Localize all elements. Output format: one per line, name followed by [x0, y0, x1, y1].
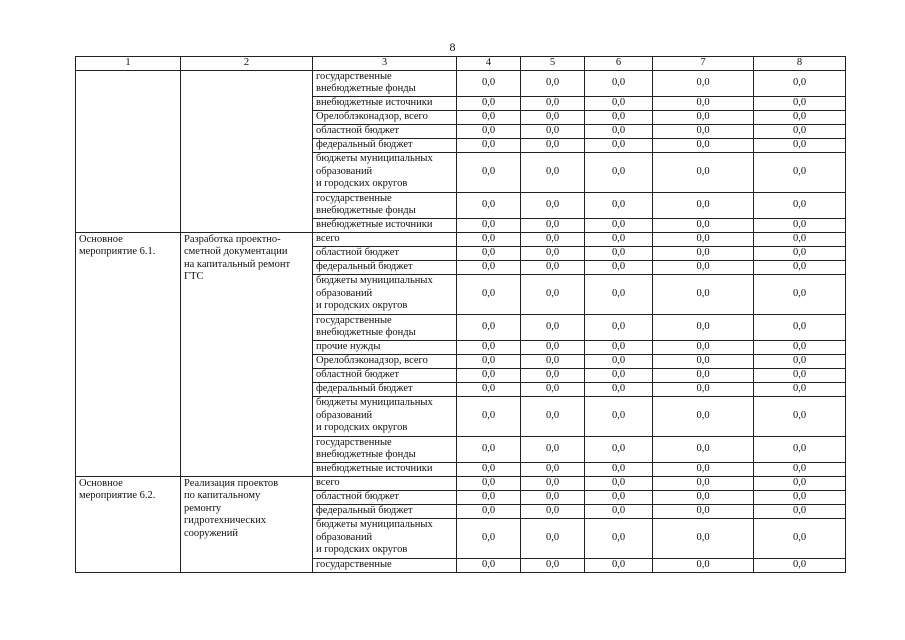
- value-cell: 0,0: [653, 436, 754, 462]
- funding-source-cell: бюджеты муниципальных образований и городских округов: [313, 396, 457, 436]
- activity-description-cell: [181, 70, 313, 232]
- funding-source-cell: федеральный бюджет: [313, 382, 457, 396]
- page-number: 8: [449, 40, 456, 54]
- activity-description-cell: Разработка проектно- сметной документации на капитальный ремонт ГТС: [181, 232, 313, 476]
- value-cell: 0,0: [585, 368, 653, 382]
- value-cell: 0,0: [457, 340, 521, 354]
- value-cell: 0,0: [457, 382, 521, 396]
- value-cell: 0,0: [754, 354, 846, 368]
- value-cell: 0,0: [585, 558, 653, 572]
- value-cell: 0,0: [653, 368, 754, 382]
- value-cell: 0,0: [521, 260, 585, 274]
- value-cell: 0,0: [521, 218, 585, 232]
- value-cell: 0,0: [521, 340, 585, 354]
- value-cell: 0,0: [521, 476, 585, 490]
- table-row: [76, 476, 846, 490]
- funding-source-cell: государственные внебюджетные фонды: [313, 70, 457, 96]
- value-cell: 0,0: [653, 396, 754, 436]
- value-cell: 0,0: [653, 476, 754, 490]
- column-number-3: 3: [313, 57, 457, 71]
- value-cell: 0,0: [457, 354, 521, 368]
- value-cell: 0,0: [754, 436, 846, 462]
- value-cell: 0,0: [585, 70, 653, 96]
- budget-table: [75, 56, 846, 573]
- value-cell: 0,0: [653, 192, 754, 218]
- value-cell: 0,0: [457, 436, 521, 462]
- value-cell: 0,0: [585, 110, 653, 124]
- value-cell: 0,0: [653, 462, 754, 476]
- funding-source-cell: прочие нужды: [313, 340, 457, 354]
- value-cell: 0,0: [457, 396, 521, 436]
- value-cell: 0,0: [521, 152, 585, 192]
- column-number-2: 2: [181, 57, 313, 71]
- value-cell: 0,0: [585, 504, 653, 518]
- value-cell: 0,0: [585, 124, 653, 138]
- value-cell: 0,0: [653, 246, 754, 260]
- column-number-6: 6: [585, 57, 653, 71]
- value-cell: 0,0: [521, 368, 585, 382]
- column-number-1: 1: [76, 57, 181, 71]
- header-row: [76, 57, 846, 71]
- value-cell: 0,0: [457, 314, 521, 340]
- value-cell: 0,0: [585, 152, 653, 192]
- funding-source-cell: внебюджетные источники: [313, 96, 457, 110]
- value-cell: 0,0: [653, 314, 754, 340]
- value-cell: 0,0: [754, 152, 846, 192]
- value-cell: 0,0: [457, 462, 521, 476]
- value-cell: 0,0: [457, 218, 521, 232]
- value-cell: 0,0: [457, 558, 521, 572]
- funding-source-cell: внебюджетные источники: [313, 218, 457, 232]
- funding-source-cell: федеральный бюджет: [313, 260, 457, 274]
- funding-source-cell: Орелоблэконадзор, всего: [313, 354, 457, 368]
- value-cell: 0,0: [653, 382, 754, 396]
- value-cell: 0,0: [653, 274, 754, 314]
- value-cell: 0,0: [521, 490, 585, 504]
- value-cell: 0,0: [754, 138, 846, 152]
- value-cell: 0,0: [585, 192, 653, 218]
- table-row: [76, 232, 846, 246]
- value-cell: 0,0: [521, 354, 585, 368]
- value-cell: 0,0: [521, 518, 585, 558]
- value-cell: 0,0: [585, 246, 653, 260]
- value-cell: 0,0: [754, 368, 846, 382]
- value-cell: 0,0: [754, 490, 846, 504]
- value-cell: 0,0: [457, 124, 521, 138]
- value-cell: 0,0: [653, 110, 754, 124]
- value-cell: 0,0: [585, 314, 653, 340]
- value-cell: 0,0: [521, 110, 585, 124]
- funding-source-cell: государственные: [313, 558, 457, 572]
- value-cell: 0,0: [754, 476, 846, 490]
- value-cell: 0,0: [457, 518, 521, 558]
- funding-source-cell: Орелоблэконадзор, всего: [313, 110, 457, 124]
- value-cell: 0,0: [521, 70, 585, 96]
- value-cell: 0,0: [653, 504, 754, 518]
- funding-source-cell: государственные внебюджетные фонды: [313, 314, 457, 340]
- value-cell: 0,0: [585, 476, 653, 490]
- value-cell: 0,0: [585, 260, 653, 274]
- funding-source-cell: бюджеты муниципальных образований и городских округов: [313, 152, 457, 192]
- value-cell: 0,0: [457, 70, 521, 96]
- value-cell: 0,0: [521, 504, 585, 518]
- funding-source-cell: внебюджетные источники: [313, 462, 457, 476]
- value-cell: 0,0: [754, 70, 846, 96]
- value-cell: 0,0: [585, 354, 653, 368]
- value-cell: 0,0: [457, 368, 521, 382]
- value-cell: 0,0: [754, 396, 846, 436]
- value-cell: 0,0: [653, 218, 754, 232]
- value-cell: 0,0: [457, 138, 521, 152]
- funding-source-cell: федеральный бюджет: [313, 504, 457, 518]
- value-cell: 0,0: [521, 462, 585, 476]
- value-cell: 0,0: [653, 152, 754, 192]
- value-cell: 0,0: [521, 138, 585, 152]
- value-cell: 0,0: [585, 436, 653, 462]
- value-cell: 0,0: [754, 518, 846, 558]
- value-cell: 0,0: [585, 274, 653, 314]
- value-cell: 0,0: [585, 396, 653, 436]
- value-cell: 0,0: [521, 192, 585, 218]
- funding-source-cell: федеральный бюджет: [313, 138, 457, 152]
- column-number-8: 8: [754, 57, 846, 71]
- value-cell: 0,0: [585, 138, 653, 152]
- value-cell: 0,0: [754, 314, 846, 340]
- value-cell: 0,0: [754, 192, 846, 218]
- funding-source-cell: областной бюджет: [313, 368, 457, 382]
- value-cell: 0,0: [754, 504, 846, 518]
- value-cell: 0,0: [521, 124, 585, 138]
- value-cell: 0,0: [754, 274, 846, 314]
- value-cell: 0,0: [754, 382, 846, 396]
- value-cell: 0,0: [521, 314, 585, 340]
- value-cell: 0,0: [457, 96, 521, 110]
- funding-source-cell: государственные внебюджетные фонды: [313, 436, 457, 462]
- value-cell: 0,0: [653, 70, 754, 96]
- value-cell: 0,0: [457, 274, 521, 314]
- value-cell: 0,0: [457, 232, 521, 246]
- value-cell: 0,0: [653, 490, 754, 504]
- value-cell: 0,0: [457, 246, 521, 260]
- funding-source-cell: областной бюджет: [313, 124, 457, 138]
- value-cell: 0,0: [585, 96, 653, 110]
- value-cell: 0,0: [521, 274, 585, 314]
- funding-source-cell: областной бюджет: [313, 490, 457, 504]
- value-cell: 0,0: [754, 260, 846, 274]
- funding-source-cell: всего: [313, 476, 457, 490]
- value-cell: 0,0: [521, 232, 585, 246]
- value-cell: 0,0: [754, 96, 846, 110]
- value-cell: 0,0: [585, 340, 653, 354]
- value-cell: 0,0: [457, 110, 521, 124]
- value-cell: 0,0: [585, 382, 653, 396]
- value-cell: 0,0: [653, 138, 754, 152]
- funding-source-cell: всего: [313, 232, 457, 246]
- value-cell: 0,0: [653, 260, 754, 274]
- activity-cell: [76, 70, 181, 232]
- funding-source-cell: бюджеты муниципальных образований и городских округов: [313, 518, 457, 558]
- value-cell: 0,0: [754, 246, 846, 260]
- value-cell: 0,0: [653, 96, 754, 110]
- value-cell: 0,0: [754, 110, 846, 124]
- funding-source-cell: государственные внебюджетные фонды: [313, 192, 457, 218]
- value-cell: 0,0: [653, 354, 754, 368]
- value-cell: 0,0: [653, 232, 754, 246]
- value-cell: 0,0: [521, 382, 585, 396]
- value-cell: 0,0: [653, 124, 754, 138]
- column-number-7: 7: [653, 57, 754, 71]
- value-cell: 0,0: [754, 462, 846, 476]
- value-cell: 0,0: [754, 340, 846, 354]
- activity-description-cell: Реализация проектов по капитальному ремонту гидротехнических сооружений: [181, 476, 313, 572]
- value-cell: 0,0: [521, 96, 585, 110]
- value-cell: 0,0: [754, 124, 846, 138]
- activity-cell: Основное мероприятие 6.2.: [76, 476, 181, 572]
- value-cell: 0,0: [653, 558, 754, 572]
- value-cell: 0,0: [585, 490, 653, 504]
- value-cell: 0,0: [457, 260, 521, 274]
- value-cell: 0,0: [457, 490, 521, 504]
- value-cell: 0,0: [585, 232, 653, 246]
- funding-source-cell: бюджеты муниципальных образований и городских округов: [313, 274, 457, 314]
- value-cell: 0,0: [457, 504, 521, 518]
- value-cell: 0,0: [754, 232, 846, 246]
- value-cell: 0,0: [521, 246, 585, 260]
- column-number-4: 4: [457, 57, 521, 71]
- value-cell: 0,0: [754, 218, 846, 232]
- funding-source-cell: областной бюджет: [313, 246, 457, 260]
- value-cell: 0,0: [585, 218, 653, 232]
- value-cell: 0,0: [521, 558, 585, 572]
- value-cell: 0,0: [754, 558, 846, 572]
- value-cell: 0,0: [585, 518, 653, 558]
- value-cell: 0,0: [457, 152, 521, 192]
- table-row: [76, 70, 846, 96]
- value-cell: 0,0: [457, 476, 521, 490]
- value-cell: 0,0: [521, 396, 585, 436]
- column-number-5: 5: [521, 57, 585, 71]
- value-cell: 0,0: [585, 462, 653, 476]
- value-cell: 0,0: [653, 340, 754, 354]
- value-cell: 0,0: [457, 192, 521, 218]
- value-cell: 0,0: [653, 518, 754, 558]
- value-cell: 0,0: [521, 436, 585, 462]
- activity-cell: Основное мероприятие 6.1.: [76, 232, 181, 476]
